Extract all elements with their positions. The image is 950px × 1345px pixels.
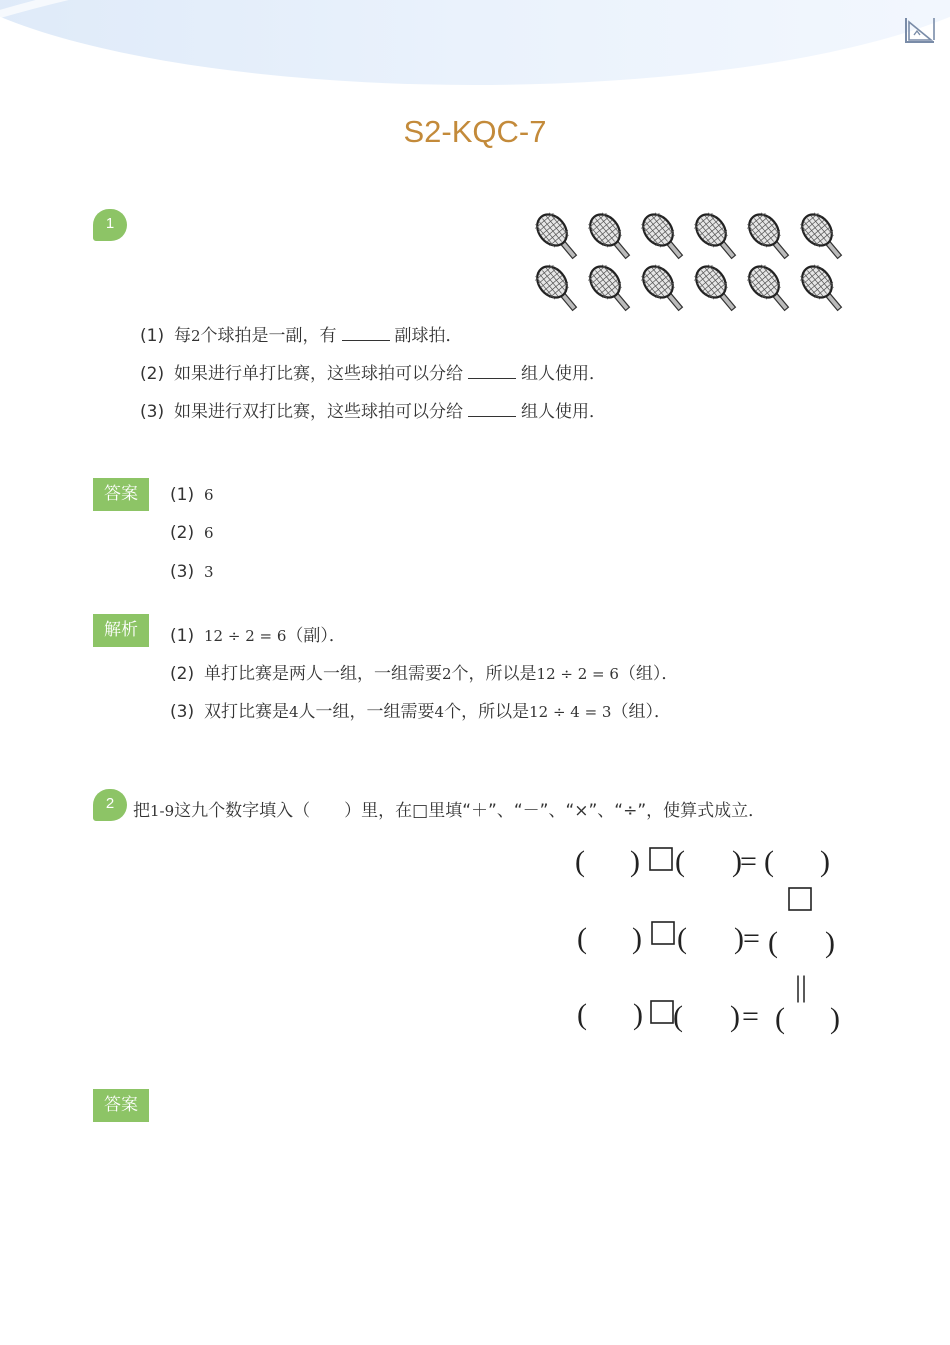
item-mark: (3): [140, 402, 165, 422]
racket-icon: [637, 209, 690, 266]
equals-sign: =: [740, 845, 757, 878]
analysis-number: 4: [434, 703, 445, 721]
paren-close: ): [734, 922, 744, 955]
answer-2: [170, 523, 214, 543]
answer-value: 3: [204, 563, 214, 581]
item-text: 如果进行单打比赛，这些球拍可以分给: [174, 364, 463, 384]
racket-icon: [690, 209, 743, 266]
analysis-text: （组）．: [618, 664, 679, 684]
answer-blank[interactable]: [468, 402, 516, 417]
racket-icon: [796, 209, 849, 266]
q1-item-2: [140, 359, 606, 384]
equation-grid: [560, 838, 860, 1038]
paren-close: ): [633, 998, 643, 1031]
analysis-number: 4: [289, 703, 299, 721]
answer-value: 6: [204, 524, 214, 542]
operator-box[interactable]: [652, 922, 674, 944]
paren-open: (: [577, 998, 587, 1031]
question-number-2: 2: [93, 789, 127, 821]
paren-open: (: [577, 922, 587, 955]
q2-text: 这九个数字填入（ ）里，在□里填“＋”、“－”、“×”、“÷”，使算式成立．: [174, 801, 766, 821]
answer-mark: (2): [170, 523, 195, 543]
racket-icon: [743, 261, 796, 316]
analysis-text: （组）．: [611, 702, 671, 722]
page-title: S2-KQC-7: [403, 114, 547, 149]
analysis-text: 人一组，一组需要: [298, 702, 435, 722]
paren-open: (: [673, 1000, 683, 1033]
operator-box[interactable]: [650, 848, 672, 870]
paren-close: ): [630, 845, 640, 878]
paren-open: (: [775, 1002, 785, 1035]
analysis-text: 个，所以是: [451, 664, 537, 684]
racket-icon: [584, 261, 637, 316]
answer-1: [170, 485, 214, 505]
paren-close: ): [820, 845, 830, 878]
answer-tag-2: 答案: [93, 1089, 149, 1122]
paren-open: (: [575, 845, 585, 878]
paren-close: ): [830, 1002, 840, 1035]
parallel-sign: ||: [795, 970, 808, 1003]
q2-range: 1-9: [150, 802, 175, 820]
answer-blank[interactable]: [342, 326, 390, 341]
item-text: 如果进行双打比赛，这些球拍可以分给: [174, 402, 463, 422]
analysis-text: 双打比赛是: [204, 702, 289, 722]
answer-3: [170, 562, 214, 582]
analysis-mark: (1): [170, 626, 195, 646]
question-number-1: 1: [93, 209, 127, 241]
answer-mark: (1): [170, 485, 195, 505]
paren-open: (: [764, 845, 774, 878]
operator-box[interactable]: [651, 1001, 673, 1023]
paren-open: (: [677, 922, 687, 955]
analysis-mark: (3): [170, 702, 195, 722]
analysis-text: 个，所以是: [444, 702, 530, 722]
q2-prompt: [133, 796, 765, 821]
answer-tag: 答案: [93, 478, 149, 511]
racket-icon: [584, 209, 637, 266]
paren-close: ): [825, 926, 835, 959]
answer-blank[interactable]: [468, 364, 516, 379]
analysis-tag: 解析: [93, 614, 149, 647]
paren-close: ): [730, 1000, 740, 1033]
item-mark: (2): [140, 364, 165, 384]
analysis-formula: 12 ÷ 2 = 6: [536, 665, 619, 683]
paren-open: (: [768, 926, 778, 959]
analysis-text: 单打比赛是两人一组，一组需要: [204, 664, 442, 684]
analysis-number: 2: [442, 665, 452, 683]
racket-illustration: [530, 208, 850, 316]
racket-icon: [531, 261, 584, 316]
racket-icon: [637, 261, 690, 316]
paren-open: (: [675, 845, 685, 878]
q2-text: 把: [133, 801, 150, 821]
item-text: 每: [174, 326, 191, 346]
racket-icon: [743, 209, 796, 266]
q1-item-1: [140, 321, 463, 346]
analysis-formula: 12 ÷ 2 = 6: [204, 627, 287, 645]
logo-icon: [903, 14, 937, 46]
item-text: 个球拍是一副，有: [200, 326, 337, 346]
answer-mark: (3): [170, 562, 195, 582]
analysis-text: （副）．: [286, 626, 346, 646]
item-mark: (1): [140, 326, 165, 346]
analysis-mark: (2): [170, 664, 195, 684]
analysis-1: [170, 621, 346, 646]
paren-close: ): [732, 845, 742, 878]
paren-close: ): [632, 922, 642, 955]
item-text: 组人使用．: [521, 402, 606, 422]
equals-sign: =: [742, 1000, 759, 1033]
answer-value: 6: [204, 486, 214, 504]
racket-icon: [796, 261, 849, 316]
header-band: [0, 0, 950, 85]
racket-icon: [531, 209, 584, 266]
item-number: 2: [191, 327, 201, 345]
equals-sign: =: [743, 922, 760, 955]
item-text: 副球拍．: [394, 326, 463, 346]
analysis-2: [170, 659, 678, 684]
item-text: 组人使用．: [521, 364, 606, 384]
racket-icon: [690, 261, 743, 316]
analysis-3: [170, 697, 671, 722]
analysis-formula: 12 ÷ 4 = 3: [529, 703, 612, 721]
q1-item-3: [140, 397, 606, 422]
operator-box[interactable]: [789, 888, 811, 910]
